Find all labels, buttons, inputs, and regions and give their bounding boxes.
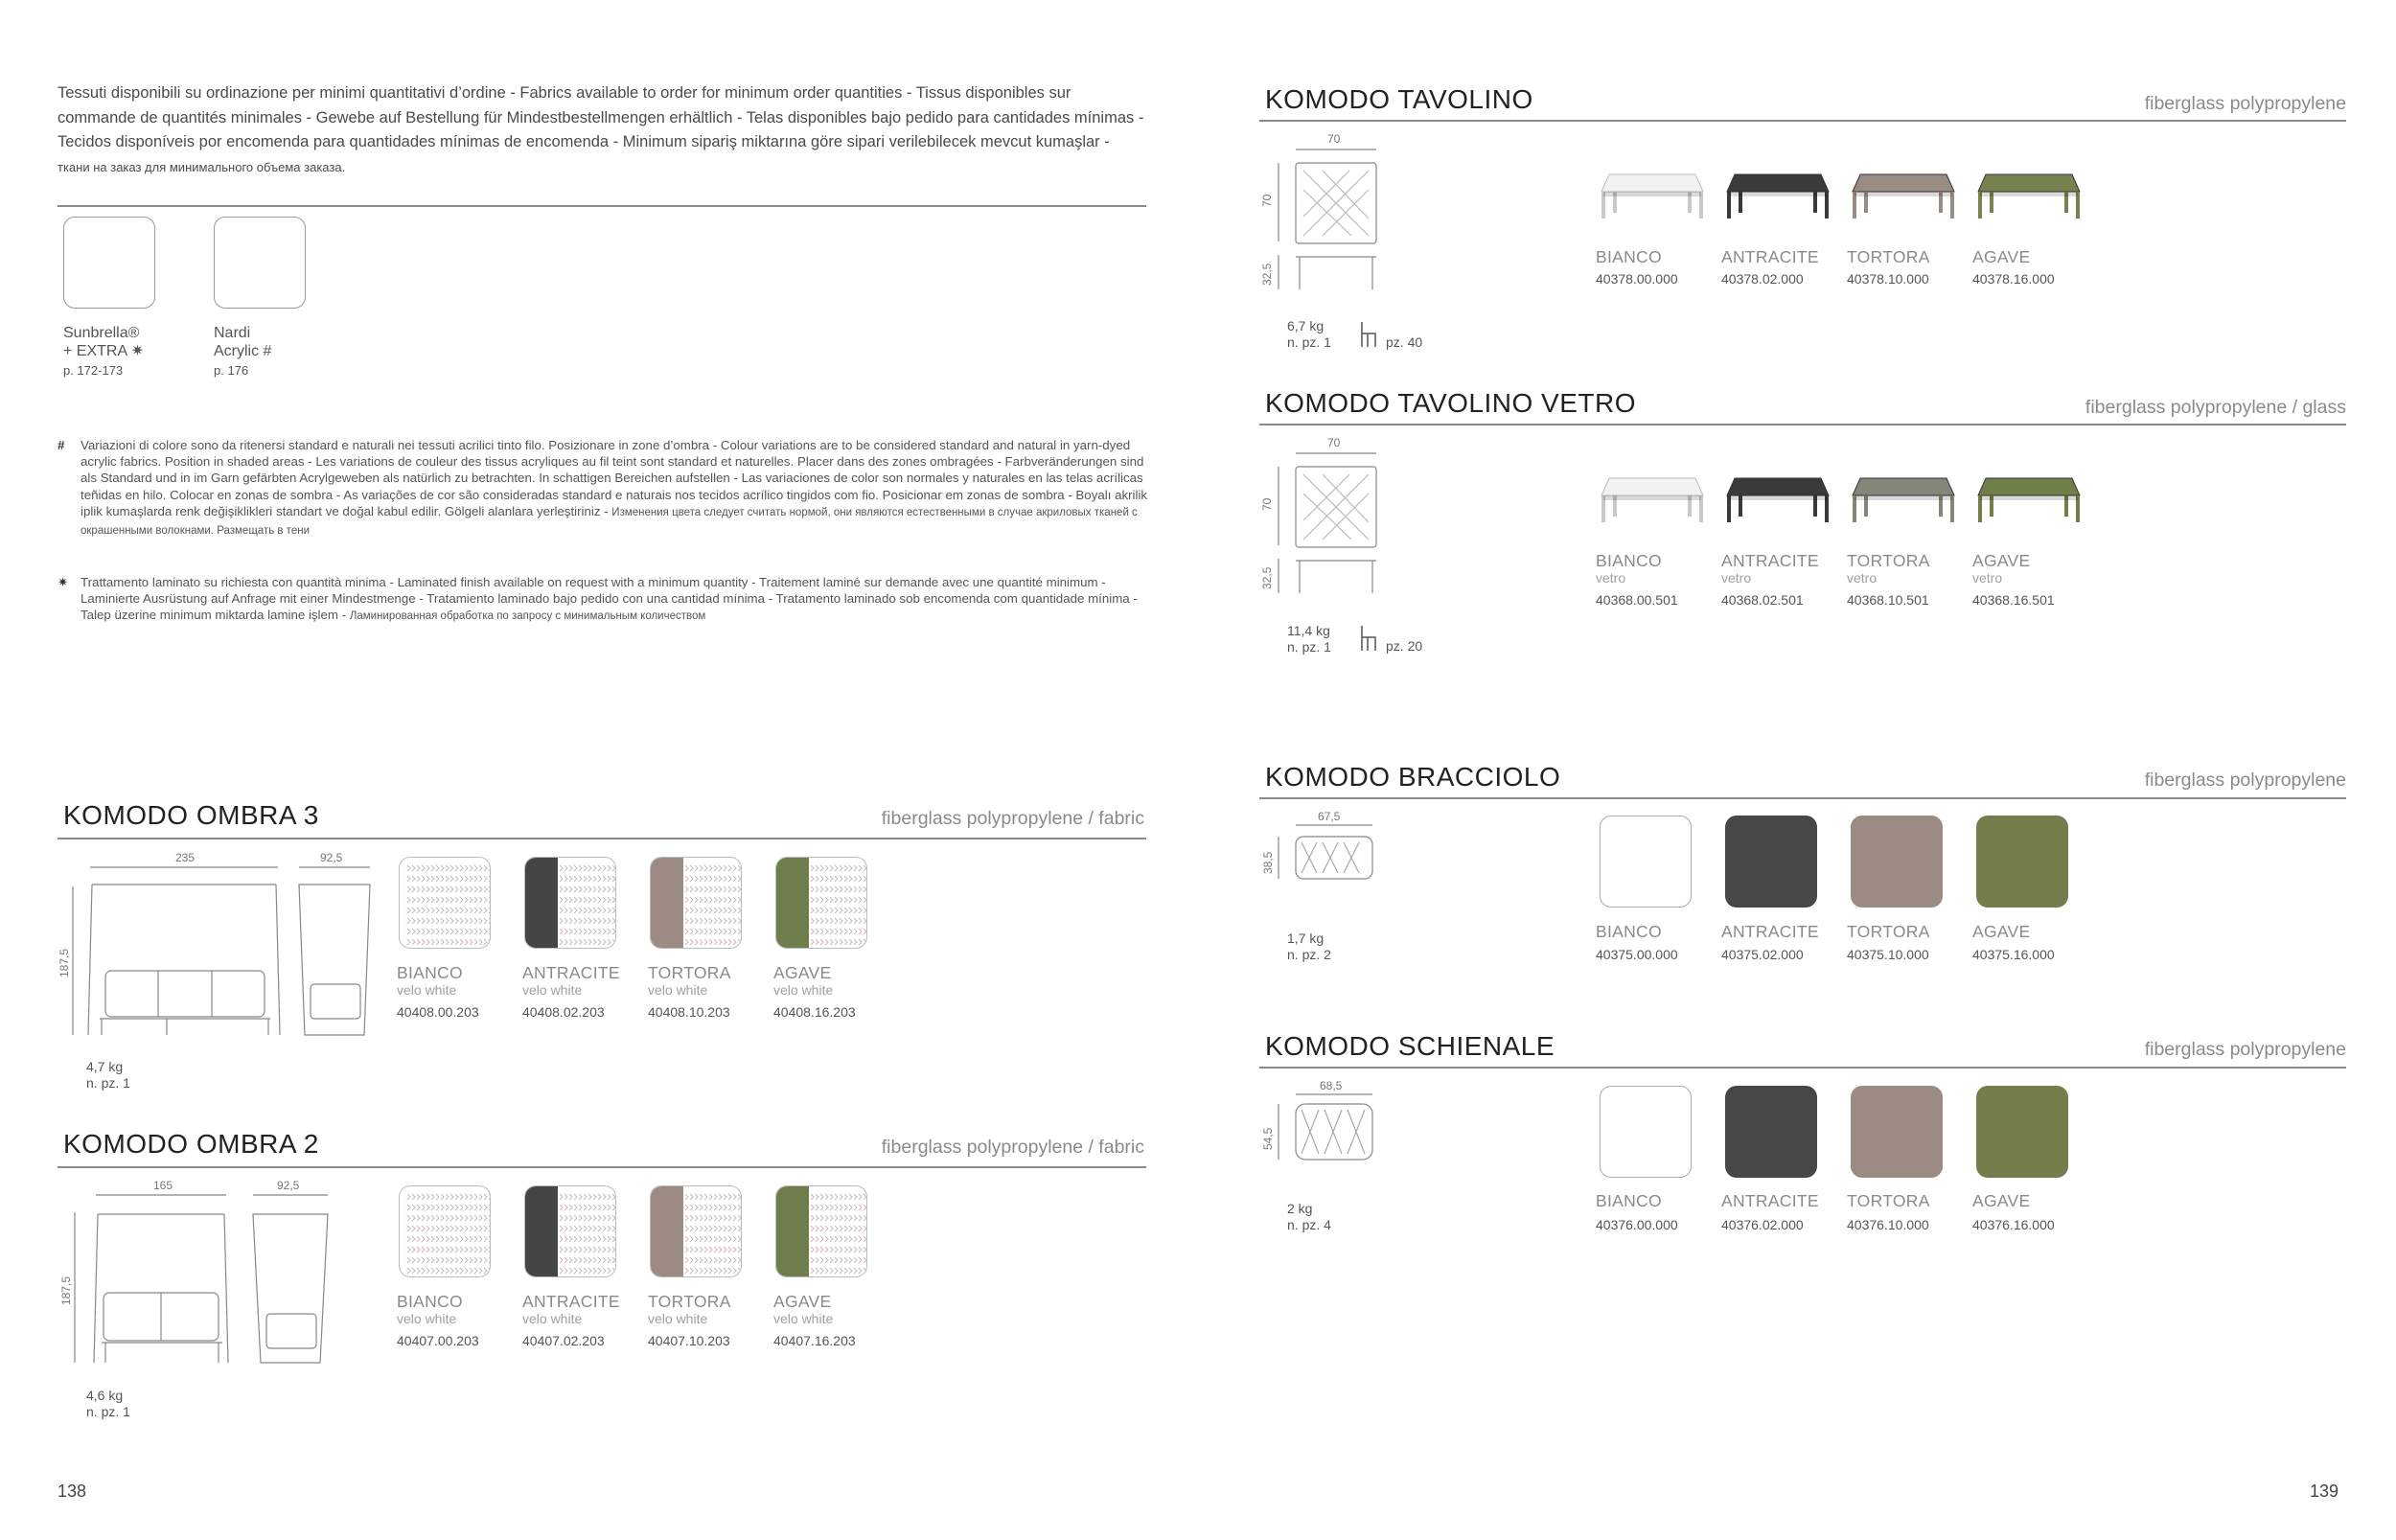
fabric-nardi-label [214, 324, 271, 378]
fabric-weave-row [560, 1257, 615, 1263]
variant-name: AGAVE [773, 963, 832, 982]
table-edge-shade [1980, 192, 2078, 196]
table-render [1596, 467, 1709, 534]
fabric-weave-row [407, 939, 491, 945]
note-star-text-ru: Ламинированная обработка по запросу с минимальным количеством [349, 610, 706, 623]
variant-name: BIANCO [1596, 551, 1662, 570]
fabric-weave-row [407, 886, 491, 892]
pieces: n. pz. 1 [1287, 639, 1331, 655]
color-swatch [1976, 816, 2068, 908]
table-edge-shade [1855, 192, 1952, 196]
note-star [58, 574, 1150, 626]
variant-code: 40368.16.501 [1972, 592, 2055, 608]
fabric-weave-row [685, 939, 741, 945]
ombra2-drawing [73, 1185, 341, 1377]
color-swatch [1976, 1086, 2068, 1178]
weight: 4,7 kg [86, 1059, 124, 1074]
fabric-weave-row [811, 886, 866, 892]
fabric-weave-row [560, 918, 615, 924]
dim-width: 70 [1327, 436, 1341, 449]
weight: 2 kg [1287, 1201, 1313, 1216]
pallet-qty: pz. 20 [1386, 638, 1423, 654]
variant-code: 40368.02.501 [1721, 592, 1804, 608]
fabric-type: Acrylic # [214, 343, 272, 359]
variant-code: 40375.10.000 [1847, 947, 1929, 962]
variant-name: BIANCO [397, 1292, 463, 1311]
pieces: n. pz. 1 [86, 1075, 130, 1091]
dim-width: 67,5 [1318, 810, 1341, 823]
fabric-sunbrella-label [63, 324, 144, 378]
fabric-weave-row [685, 1236, 741, 1242]
divider [1259, 797, 2346, 799]
table-color-render [1972, 163, 2085, 235]
table-color-render [1596, 467, 1709, 539]
fabric-page-ref: p. 172-173 [63, 363, 124, 378]
fabric-weave-row [560, 886, 615, 892]
table-top [1853, 478, 1954, 495]
fabric-weave-row [560, 929, 615, 934]
variant-name: TORTORA [1847, 247, 1930, 266]
variant-subtitle: velo white [397, 1311, 457, 1326]
variant-code: 40376.16.000 [1972, 1217, 2055, 1232]
fabric-color-swatch [524, 1185, 616, 1277]
variant-code: 40375.02.000 [1721, 947, 1804, 962]
page-number-left: 138 [58, 1482, 87, 1501]
fabric-weave-row [407, 1257, 491, 1263]
table-color-render [1721, 467, 1834, 539]
fabric-weave-row [811, 876, 866, 882]
variant-code: 40375.16.000 [1972, 947, 2055, 962]
variant-subtitle: velo white [648, 982, 708, 998]
fabric-weave-row [811, 1205, 866, 1210]
fabric-swatch-sunbrella [63, 217, 155, 309]
variant-code: 40407.00.203 [397, 1333, 479, 1348]
variant-code: 40408.10.203 [648, 1004, 730, 1020]
table-render [1721, 467, 1834, 534]
dim-height: 38,5 [1261, 851, 1275, 874]
fabric-weave-row [407, 1205, 491, 1210]
table-top [1727, 174, 1829, 192]
divider [1259, 424, 2346, 425]
dim-height: 32,5 [1260, 566, 1274, 589]
dim-width: 70 [1327, 132, 1341, 146]
variant-code: 40408.00.203 [397, 1004, 479, 1020]
frame-color-band [651, 858, 683, 949]
fabric-weave-row [560, 1268, 615, 1274]
variant-name: TORTORA [648, 1292, 731, 1311]
variant-subtitle: velo white [522, 982, 583, 998]
chair-stack-icon [1358, 624, 1379, 653]
table-edge-shade [1729, 495, 1827, 500]
intro-text-ru: ткани на заказ для минимального объема заказа. [58, 159, 346, 174]
table-color-render [1847, 467, 1960, 539]
table-color-render [1847, 163, 1960, 235]
fabric-weave-row [811, 908, 866, 913]
variant-code: 40407.10.203 [648, 1333, 730, 1348]
frame-color-band [776, 858, 809, 949]
fabric-weave-row [811, 1247, 866, 1253]
weight: 11,4 kg [1287, 623, 1330, 638]
dim-width: 165 [153, 1179, 173, 1192]
fabric-weave-row [560, 1194, 615, 1200]
table-edge-shade [1603, 495, 1701, 500]
variant-name: AGAVE [1972, 1191, 2031, 1210]
variant-code: 40368.10.501 [1847, 592, 1929, 608]
product-title: KOMODO OMBRA 3 [63, 800, 319, 830]
frame-color-band [525, 1186, 558, 1277]
fabric-weave-row [685, 1226, 741, 1231]
fabric-color-swatch [399, 857, 491, 949]
fabric-weave-row [407, 1247, 491, 1253]
table-edge-shade [1603, 192, 1701, 196]
fabric-weave-row [811, 1257, 866, 1263]
variant-subtitle: velo white [648, 1311, 708, 1326]
dim-height: 187,5 [58, 948, 71, 977]
intro-paragraph [58, 81, 1145, 179]
variant-name: AGAVE [1972, 551, 2031, 570]
fabric-name: Sunbrella® [63, 325, 140, 341]
variant-code: 40378.10.000 [1847, 271, 1929, 287]
table-top [1978, 174, 2080, 192]
variant-name: TORTORA [1847, 922, 1930, 941]
fabric-weave-row [560, 876, 615, 882]
fabric-color-swatch [650, 1185, 742, 1277]
dim-width: 68,5 [1320, 1079, 1343, 1092]
fabric-weave-row [407, 1194, 491, 1200]
variant-name: ANTRACITE [522, 1292, 620, 1311]
fabric-weave-row [685, 1215, 741, 1221]
fabric-weave-row [407, 876, 491, 882]
fabric-extra: + EXTRA ✷ [63, 343, 145, 359]
star-symbol: ✷ [58, 575, 69, 589]
weight: 1,7 kg [1287, 931, 1325, 946]
variant-subtitle: velo white [397, 982, 457, 998]
variant-name: BIANCO [1596, 922, 1662, 941]
fabric-pattern [400, 858, 491, 949]
frame-color-band [525, 858, 558, 949]
variant-name: AGAVE [773, 1292, 832, 1311]
fabric-weave-row [560, 1205, 615, 1210]
variant-name: AGAVE [1972, 922, 2031, 941]
variant-name: ANTRACITE [522, 963, 620, 982]
table-render [1847, 467, 1960, 534]
weight: 6,7 kg [1287, 318, 1325, 333]
fabric-pattern [525, 858, 616, 949]
product-title: KOMODO OMBRA 2 [63, 1129, 319, 1159]
fabric-weave-row [811, 897, 866, 903]
table-render [1721, 163, 1834, 230]
product-title: KOMODO SCHIENALE [1265, 1031, 1555, 1061]
variant-code: 40407.16.203 [773, 1333, 856, 1348]
weight: 4,6 kg [86, 1388, 124, 1403]
variant-code: 40378.00.000 [1596, 271, 1678, 287]
fabric-weave-row [560, 1236, 615, 1242]
fabric-weave-row [685, 886, 741, 892]
dim-width: 235 [175, 851, 196, 864]
fabric-swatch-nardi [214, 217, 306, 309]
table-top [1727, 478, 1829, 495]
table-color-render [1596, 163, 1709, 235]
fabric-weave-row [685, 865, 741, 871]
hash-symbol: # [58, 438, 65, 452]
fabric-weave-row [560, 865, 615, 871]
fabric-weave-row [811, 1226, 866, 1231]
product-material: fiberglass polypropylene [2144, 770, 2346, 791]
divider [1259, 120, 2346, 122]
fabric-pattern [776, 858, 867, 949]
variant-name: TORTORA [1847, 1191, 1930, 1210]
fabric-weave-row [811, 929, 866, 934]
pallet-qty: pz. 40 [1386, 334, 1423, 350]
product-material: fiberglass polypropylene / glass [2085, 397, 2346, 418]
variant-name: ANTRACITE [1721, 551, 1819, 570]
fabric-weave-row [407, 865, 491, 871]
fabric-color-swatch [775, 1185, 867, 1277]
note-hash-text-ru: Изменения цвета следует считать нормой, они являются естественными в случае акриловых тканей с окрашенными волокнами. Размещать в тени [81, 506, 1138, 538]
variant-name: TORTORA [648, 963, 731, 982]
color-swatch [1725, 816, 1817, 908]
fabric-color-swatch [650, 857, 742, 949]
variant-code: 40376.10.000 [1847, 1217, 1929, 1232]
table-render [1847, 163, 1960, 230]
divider [58, 838, 1146, 839]
variant-name: BIANCO [397, 963, 463, 982]
product-material: fiberglass polypropylene [2144, 93, 2346, 114]
fabric-weave-row [811, 939, 866, 945]
page-number-right: 139 [2309, 1482, 2338, 1501]
dim-height: 54,5 [1261, 1127, 1275, 1150]
fabric-weave-row [560, 939, 615, 945]
variant-code: 40375.00.000 [1596, 947, 1678, 962]
fabric-pattern [400, 1186, 491, 1277]
fabric-weave-row [407, 929, 491, 934]
fabric-weave-row [811, 1236, 866, 1242]
variant-subtitle: velo white [522, 1311, 583, 1326]
fabric-weave-row [407, 897, 491, 903]
pieces: n. pz. 2 [1287, 947, 1331, 962]
table-color-render [1972, 467, 2085, 539]
note-hash-text: Variazioni di colore sono da ritenersi standard e naturali nei tessuti acrilici tinto filo. Posizionare in zone d’ombra - Colour variations are to be considered standard and natural in yarn-dyed acrylic fabrics. Position in shaded areas - Les variations de couleur des tissus acryliques au fil teint sont standard et naturelles. Placer dans des zones ombragées - Farbveränderungen sind als Standard und in im Garn gefärbten Acrylgeweben als natürlich zu betrachten. In schattigen Bereichen aufstellen - Las variaciones de color son normales y naturales en las telas acrílicas teñidas en hilo. Colocar en zonas de sombra - As variações de cor são consideradas standard e naturais nos tecidos acrílico tingidos com fio. Posicionar em zonas de sombra - Boyalı akrilik iplik kumaşlarda renk değişiklikleri standart ve doğal kabul edilir. Gölgeli alanlara yerleştiriniz - [81, 438, 1148, 518]
pieces: n. pz. 4 [1287, 1217, 1331, 1232]
tavolino-drawing [1275, 142, 1390, 295]
fabric-pattern [525, 1186, 616, 1277]
fabric-weave-row [811, 1194, 866, 1200]
variant-name: BIANCO [1596, 1191, 1662, 1210]
dim-height: 187,5 [59, 1276, 73, 1305]
table-top [1978, 478, 2080, 495]
fabric-name: Nardi [214, 325, 251, 341]
table-edge-shade [1980, 495, 2078, 500]
frame-color-band [651, 1186, 683, 1277]
note-hash [58, 437, 1150, 540]
variant-subtitle: vetro [1847, 570, 1878, 586]
fabric-weave-row [407, 918, 491, 924]
fabric-weave-row [685, 1247, 741, 1253]
variant-code: 40408.02.203 [522, 1004, 605, 1020]
color-swatch [1725, 1086, 1817, 1178]
variant-code: 40378.02.000 [1721, 271, 1804, 287]
fabric-color-swatch [524, 857, 616, 949]
fabric-weave-row [811, 1268, 866, 1274]
fabric-weave-row [685, 929, 741, 934]
fabric-weave-row [407, 908, 491, 913]
variant-code: 40376.02.000 [1721, 1217, 1804, 1232]
fabric-weave-row [811, 1215, 866, 1221]
variant-subtitle: velo white [773, 982, 834, 998]
fabric-weave-row [811, 918, 866, 924]
frame-color-band [776, 1186, 809, 1277]
fabric-pattern [651, 858, 742, 949]
fabric-weave-row [560, 1247, 615, 1253]
variant-name: BIANCO [1596, 247, 1662, 266]
variant-code: 40376.00.000 [1596, 1217, 1678, 1232]
dim-depth: 70 [1260, 194, 1274, 207]
variant-name: ANTRACITE [1721, 922, 1819, 941]
product-material: fiberglass polypropylene / fabric [881, 1137, 1144, 1158]
variant-code: 40407.02.203 [522, 1333, 605, 1348]
dim-depth: 92,5 [320, 851, 343, 864]
pieces: n. pz. 1 [86, 1404, 130, 1419]
table-render [1596, 163, 1709, 230]
note-star-text: Trattamento laminato su richiesta con quantità minima - Laminated finish available on request with a minimum quantity - Traitement laminé sur demande avec une quantité minimum - Laminierte Ausrüstung auf Anfrage mit einer Mindestmenge - Tratamiento laminado bajo pedido con una cantidad mínima - Tratamento laminado sob encomenda com quantidade mínima - Talep üzerine minimum miktarda lamine işlem - [81, 575, 1138, 623]
pieces: n. pz. 1 [1287, 334, 1331, 350]
fabric-weave-row [407, 1226, 491, 1231]
color-swatch [1851, 816, 1943, 908]
variant-subtitle: velo white [773, 1311, 834, 1326]
divider [58, 1166, 1146, 1168]
dim-depth: 92,5 [277, 1179, 300, 1192]
fabric-weave-row [685, 1257, 741, 1263]
fabric-weave-row [560, 897, 615, 903]
variant-subtitle: vetro [1596, 570, 1626, 586]
fabric-pattern [651, 1186, 742, 1277]
table-color-render [1721, 163, 1834, 235]
product-title: KOMODO TAVOLINO [1265, 84, 1533, 114]
dim-depth: 70 [1260, 497, 1274, 511]
tavolino-vetro-drawing [1275, 446, 1390, 599]
fabric-pattern [776, 1186, 867, 1277]
variant-name: TORTORA [1847, 551, 1930, 570]
table-render [1972, 163, 2085, 230]
variant-name: ANTRACITE [1721, 247, 1819, 266]
divider [58, 205, 1146, 207]
fabric-color-swatch [399, 1185, 491, 1277]
color-swatch [1851, 1086, 1943, 1178]
variant-subtitle: vetro [1721, 570, 1752, 586]
bracciolo-drawing [1275, 819, 1390, 886]
dim-height: 32,5 [1260, 263, 1274, 286]
product-material: fiberglass polypropylene [2144, 1039, 2346, 1060]
product-title: KOMODO TAVOLINO VETRO [1265, 388, 1636, 418]
fabric-weave-row [560, 1215, 615, 1221]
schienale-drawing [1275, 1089, 1390, 1165]
fabric-weave-row [685, 918, 741, 924]
fabric-weave-row [685, 1268, 741, 1274]
variant-subtitle: vetro [1972, 570, 2003, 586]
fabric-weave-row [685, 876, 741, 882]
ombra3-drawing [71, 858, 378, 1049]
color-swatch [1600, 816, 1692, 908]
variant-name: AGAVE [1972, 247, 2031, 266]
fabric-weave-row [685, 908, 741, 913]
fabric-weave-row [685, 897, 741, 903]
table-render [1972, 467, 2085, 534]
variant-code: 40378.16.000 [1972, 271, 2055, 287]
variant-code: 40368.00.501 [1596, 592, 1678, 608]
fabric-weave-row [407, 1215, 491, 1221]
variant-name: ANTRACITE [1721, 1191, 1819, 1210]
fabric-weave-row [407, 1268, 491, 1274]
variant-code: 40408.16.203 [773, 1004, 856, 1020]
table-top [1853, 174, 1954, 192]
intro-text: Tessuti disponibili su ordinazione per minimi quantitativi d’ordine - Fabrics available to order for minimum order quantities - Tissus disponibles sur commande de quantités minimales - Gewebe auf Bestellung für Mindestbestellmengen erhältlich - Telas disponibles bajo pedido para cantidades mínimas - Tecidos disponíveis por encomenda para quantidades mínimas de encomenda - Minimum sipariş miktarına göre sipari verilebilecek mevcut kumaşlar - [58, 84, 1144, 150]
fabric-weave-row [685, 1205, 741, 1210]
fabric-weave-row [560, 908, 615, 913]
fabric-weave-row [407, 1236, 491, 1242]
fabric-weave-row [811, 865, 866, 871]
table-edge-shade [1729, 192, 1827, 196]
fabric-weave-row [560, 1226, 615, 1231]
fabric-weave-row [685, 1194, 741, 1200]
fabric-color-swatch [775, 857, 867, 949]
fabric-page-ref: p. 176 [214, 363, 249, 378]
product-material: fiberglass polypropylene / fabric [881, 808, 1144, 829]
product-title: KOMODO BRACCIOLO [1265, 762, 1561, 792]
table-edge-shade [1855, 495, 1952, 500]
chair-stack-icon [1358, 320, 1379, 349]
color-swatch [1600, 1086, 1692, 1178]
table-top [1601, 478, 1703, 495]
divider [1259, 1067, 2346, 1069]
table-top [1601, 174, 1703, 192]
